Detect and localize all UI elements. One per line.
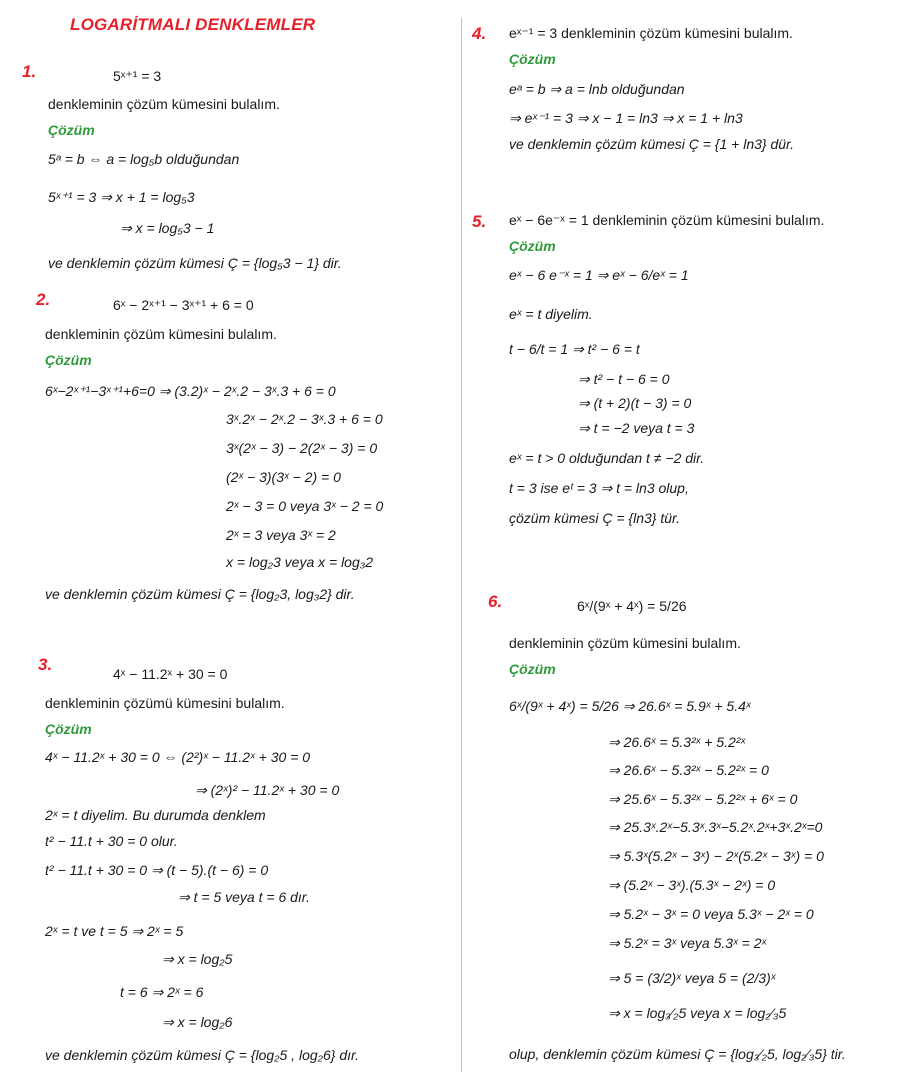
problem-1-equation: 5ˣ⁺¹ = 3	[113, 68, 162, 84]
problem-2-step-1: 6ˣ−2ˣ⁺¹−3ˣ⁺¹+6=0 ⇒ (3.2)ˣ − 2ˣ.2 − 3ˣ.3 + 6 = 0	[45, 383, 336, 399]
problem-6-step-7: ⇒ (5.2ˣ − 3ˣ).(5.3ˣ − 2ˣ) = 0	[608, 877, 776, 893]
problem-5-solution-label: Çözüm	[509, 238, 556, 254]
problem-6-step-2: ⇒ 26.6ˣ = 5.3²ˣ + 5.2²ˣ	[608, 734, 746, 750]
problem-3-step-10: ⇒ x = log₂6	[162, 1014, 233, 1030]
problem-3-step-3: 2ˣ = t diyelim. Bu durumda denklem	[45, 807, 266, 823]
problem-4-equation: eˣ⁻¹ = 3 denkleminin çözüm kümesini bulalım.	[509, 25, 793, 41]
problem-2-intro: denkleminin çözüm kümesini bulalım.	[45, 326, 277, 342]
problem-3-number: 3.	[38, 655, 53, 674]
problem-5-step-5: ⇒ (t + 2)(t − 3) = 0	[578, 395, 692, 411]
problem-5-step-2: eˣ = t diyelim.	[509, 306, 593, 322]
problem-5-step-8: t = 3 ise eᵗ = 3 ⇒ t = ln3 olup,	[509, 480, 689, 496]
problem-1-step-1: 5ᵃ = b ⇔ a = log₅b olduğundan	[48, 151, 240, 167]
problem-3-step-4: t² − 11.t + 30 = 0 olur.	[45, 833, 178, 849]
problem-6-step-5: ⇒ 25.3ˣ.2ˣ−5.3ˣ.3ˣ−5.2ˣ.2ˣ+3ˣ.2ˣ=0	[608, 819, 823, 835]
problem-3-step-5: t² − 11.t + 30 = 0 ⇒ (t − 5).(t − 6) = 0	[45, 862, 269, 878]
problem-4-step-1: eᵃ = b ⇒ a = lnb olduğundan	[509, 81, 685, 97]
problem-6-step-10: ⇒ 5 = (3/2)ˣ veya 5 = (2/3)ˣ	[608, 970, 776, 986]
problem-4-solution-label: Çözüm	[509, 51, 556, 67]
problem-1-solution-label: Çözüm	[48, 122, 95, 138]
problem-1-step-2: 5ˣ⁺¹ = 3 ⇒ x + 1 = log₅3	[48, 189, 195, 205]
problem-5-conclusion: çözüm kümesi Ç = {ln3} tür.	[509, 510, 681, 526]
problem-5-step-6: ⇒ t = −2 veya t = 3	[578, 420, 695, 436]
problem-3-step-2: ⇒ (2ˣ)² − 11.2ˣ + 30 = 0	[195, 782, 340, 798]
problem-6-step-3: ⇒ 26.6ˣ − 5.3²ˣ − 5.2²ˣ = 0	[608, 762, 769, 778]
page-title: LOGARİTMALI DENKLEMLER	[70, 15, 316, 34]
column-divider	[461, 18, 462, 1072]
problem-4-step-2: ⇒ eˣ⁻¹ = 3 ⇒ x − 1 = ln3 ⇒ x = 1 + ln3	[509, 110, 743, 126]
problem-4-conclusion: ve denklemin çözüm kümesi Ç = {1 + ln3} dür.	[509, 136, 795, 152]
problem-6-number: 6.	[488, 592, 503, 611]
problem-3-intro: denkleminin çözümü kümesini bulalım.	[45, 695, 285, 711]
problem-6-conclusion: olup, denklemin çözüm kümesi Ç = {log₃⁄₂5, log₂⁄₃5} tir.	[509, 1046, 846, 1062]
problem-2-step-6: 2ˣ = 3 veya 3ˣ = 2	[226, 527, 336, 543]
problem-2-solution-label: Çözüm	[45, 352, 92, 368]
problem-3-step-6: ⇒ t = 5 veya t = 6 dır.	[178, 889, 310, 905]
problem-6-step-9: ⇒ 5.2ˣ = 3ˣ veya 5.3ˣ = 2ˣ	[608, 935, 767, 951]
problem-6-intro: denkleminin çözüm kümesini bulalım.	[509, 635, 741, 651]
problem-2-number: 2.	[36, 290, 51, 309]
problem-2-step-2: 3ˣ.2ˣ − 2ˣ.2 − 3ˣ.3 + 6 = 0	[226, 411, 383, 427]
problem-3-solution-label: Çözüm	[45, 721, 92, 737]
problem-5-number: 5.	[472, 212, 487, 231]
problem-1-conclusion: ve denklemin çözüm kümesi Ç = {log₅3 − 1} dir.	[48, 255, 342, 271]
problem-2-step-5: 2ˣ − 3 = 0 veya 3ˣ − 2 = 0	[226, 498, 384, 514]
problem-3-step-8: ⇒ x = log₂5	[162, 951, 233, 967]
problem-2-equation: 6ˣ − 2ˣ⁺¹ − 3ˣ⁺¹ + 6 = 0	[113, 297, 254, 313]
problem-6-step-4: ⇒ 25.6ˣ − 5.3²ˣ − 5.2²ˣ + 6ˣ = 0	[608, 791, 798, 807]
problem-5-step-4: ⇒ t² − t − 6 = 0	[578, 371, 670, 387]
problem-6-step-8: ⇒ 5.2ˣ − 3ˣ = 0 veya 5.3ˣ − 2ˣ = 0	[608, 906, 814, 922]
problem-6-step-6: ⇒ 5.3ˣ(5.2ˣ − 3ˣ) − 2ˣ(5.2ˣ − 3ˣ) = 0	[608, 848, 824, 864]
problem-5-step-7: eˣ = t > 0 olduğundan t ≠ −2 dir.	[509, 450, 705, 466]
problem-3-conclusion: ve denklemin çözüm kümesi Ç = {log₂5 , log₂6} dır.	[45, 1047, 360, 1063]
problem-6-step-11: ⇒ x = log₃⁄₂5 veya x = log₂⁄₃5	[608, 1005, 787, 1021]
problem-6-step-1: 6ˣ/(9ˣ + 4ˣ) = 5/26 ⇒ 26.6ˣ = 5.9ˣ + 5.4ˣ	[509, 698, 751, 714]
problem-4-number: 4.	[472, 24, 487, 43]
problem-3-equation: 4ˣ − 11.2ˣ + 30 = 0	[113, 666, 228, 682]
problem-5-step-1: eˣ − 6 e⁻ˣ = 1 ⇒ eˣ − 6/eˣ = 1	[509, 267, 689, 283]
problem-2-conclusion: ve denklemin çözüm kümesi Ç = {log₂3, log₃2} dir.	[45, 586, 355, 602]
problem-5-equation: eˣ − 6e⁻ˣ = 1 denkleminin çözüm kümesini bulalım.	[509, 212, 825, 228]
problem-3-step-9: t = 6 ⇒ 2ˣ = 6	[120, 984, 204, 1000]
problem-6-equation: 6ˣ/(9ˣ + 4ˣ) = 5/26	[577, 598, 687, 614]
problem-2-step-3: 3ˣ(2ˣ − 3) − 2(2ˣ − 3) = 0	[226, 440, 378, 456]
problem-1-intro: denkleminin çözüm kümesini bulalım.	[48, 96, 280, 112]
problem-2-step-4: (2ˣ − 3)(3ˣ − 2) = 0	[226, 469, 341, 485]
problem-2-step-7: x = log₂3 veya x = log₃2	[226, 554, 374, 570]
problem-3-step-7: 2ˣ = t ve t = 5 ⇒ 2ˣ = 5	[45, 923, 184, 939]
problem-3-step-1: 4ˣ − 11.2ˣ + 30 = 0 ⇔ (2²)ˣ − 11.2ˣ + 30 = 0	[45, 749, 311, 765]
problem-6-solution-label: Çözüm	[509, 661, 556, 677]
problem-1-step-3: ⇒ x = log₅3 − 1	[120, 220, 215, 236]
problem-1-number: 1.	[22, 62, 37, 81]
problem-5-step-3: t − 6/t = 1 ⇒ t² − 6 = t	[509, 341, 640, 357]
